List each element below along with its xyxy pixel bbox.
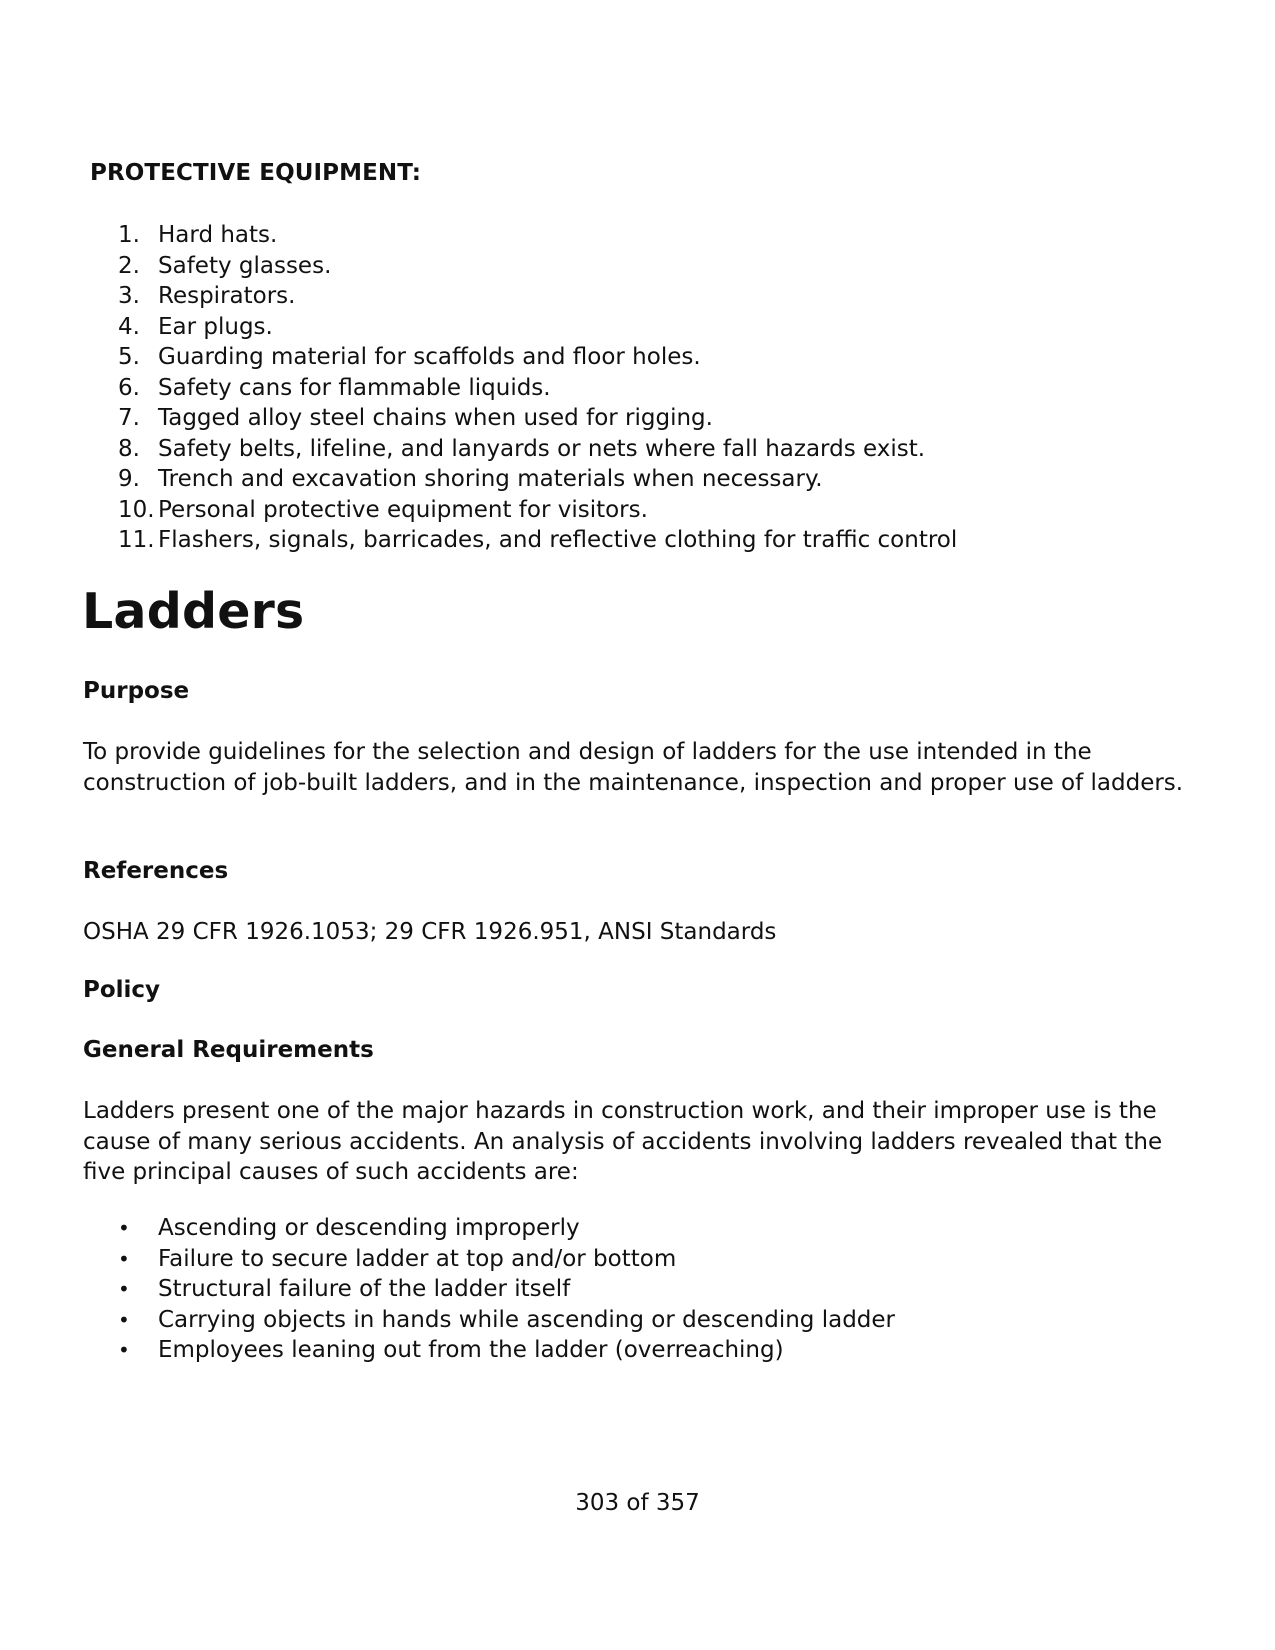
list-item-number: 1. — [118, 222, 140, 248]
protective-equipment-heading: PROTECTIVE EQUIPMENT: — [90, 160, 422, 186]
list-item-text: Trench and excavation shoring materials when necessary. — [158, 466, 823, 492]
list-item-text: Employees leaning out from the ladder (overreaching) — [158, 1337, 784, 1363]
list-item-text: Ascending or descending improperly — [158, 1215, 580, 1241]
list-item-number: 4. — [118, 313, 140, 340]
policy-heading: Policy — [83, 977, 161, 1003]
protective-equipment-list — [118, 220, 957, 556]
purpose-text: To provide guidelines for the selection and design of ladders for the use intended in the construction of job-built ladders, and in the maintenance, inspection and proper use of ladders. — [83, 739, 1184, 796]
list-item — [118, 1335, 895, 1366]
list-item-number: 2. — [118, 252, 140, 279]
list-item — [118, 373, 957, 404]
list-item-text: Safety glasses. — [158, 252, 332, 279]
list-item-text: Structural failure of the ladder itself — [158, 1276, 571, 1302]
list-item-text: Personal protective equipment for visitors. — [158, 496, 648, 523]
bullet-icon: • — [118, 1277, 130, 1301]
list-item-number: 5. — [118, 344, 140, 370]
list-item-text: Ear plugs. — [158, 313, 273, 340]
bullet-icon: • — [118, 1338, 130, 1362]
list-item-number: 3. — [118, 283, 140, 309]
list-item-number: 6. — [118, 374, 140, 401]
list-item — [118, 312, 957, 343]
list-item-text: Flashers, signals, barricades, and reflective clothing for traffic control — [158, 527, 958, 553]
list-item — [118, 251, 957, 282]
list-item-text: Carrying objects in hands while ascending or descending ladder — [158, 1306, 896, 1333]
list-item — [118, 281, 957, 312]
list-item — [118, 1244, 895, 1275]
list-item-number: 8. — [118, 435, 140, 462]
list-item-text: Safety cans for flammable liquids. — [158, 374, 551, 401]
list-item — [118, 464, 957, 495]
bullet-icon: • — [118, 1307, 130, 1332]
purpose-heading: Purpose — [83, 678, 190, 704]
list-item-text: Tagged alloy steel chains when used for rigging. — [158, 405, 713, 431]
bullet-icon: • — [118, 1246, 130, 1271]
list-item — [118, 495, 957, 526]
list-item-text: Safety belts, lifeline, and lanyards or nets where fall hazards exist. — [158, 435, 926, 462]
ladders-title: Ladders — [82, 583, 305, 640]
general-requirements-text: Ladders present one of the major hazards in construction work, and their improper use is the cause of many serious accidents. An analysis of accidents involving ladders revealed that the five principal causes of such accidents are: — [83, 1098, 1163, 1185]
list-item — [118, 1274, 895, 1305]
list-item — [118, 434, 957, 465]
list-item-text: Hard hats. — [158, 222, 278, 248]
list-item-number: 11. — [118, 527, 155, 553]
list-item-text: Respirators. — [158, 283, 296, 309]
list-item — [118, 1305, 895, 1336]
page-number: 303 of 357 — [575, 1490, 700, 1516]
list-item-text: Failure to secure ladder at top and/or bottom — [158, 1245, 677, 1272]
list-item-number: 9. — [118, 466, 140, 492]
references-text: OSHA 29 CFR 1926.1053; 29 CFR 1926.951, ANSI Standards — [83, 919, 777, 945]
list-item — [118, 403, 957, 434]
list-item — [118, 220, 957, 251]
list-item — [118, 1213, 895, 1244]
list-item-text: Guarding material for scaffolds and floor holes. — [158, 344, 701, 370]
references-heading: References — [83, 858, 229, 884]
list-item-number: 7. — [118, 405, 140, 431]
bullet-icon: • — [118, 1216, 130, 1240]
accident-causes-list — [118, 1213, 895, 1366]
general-requirements-heading: General Requirements — [83, 1037, 374, 1063]
list-item — [118, 525, 957, 556]
list-item — [118, 342, 957, 373]
list-item-number: 10. — [118, 496, 155, 523]
